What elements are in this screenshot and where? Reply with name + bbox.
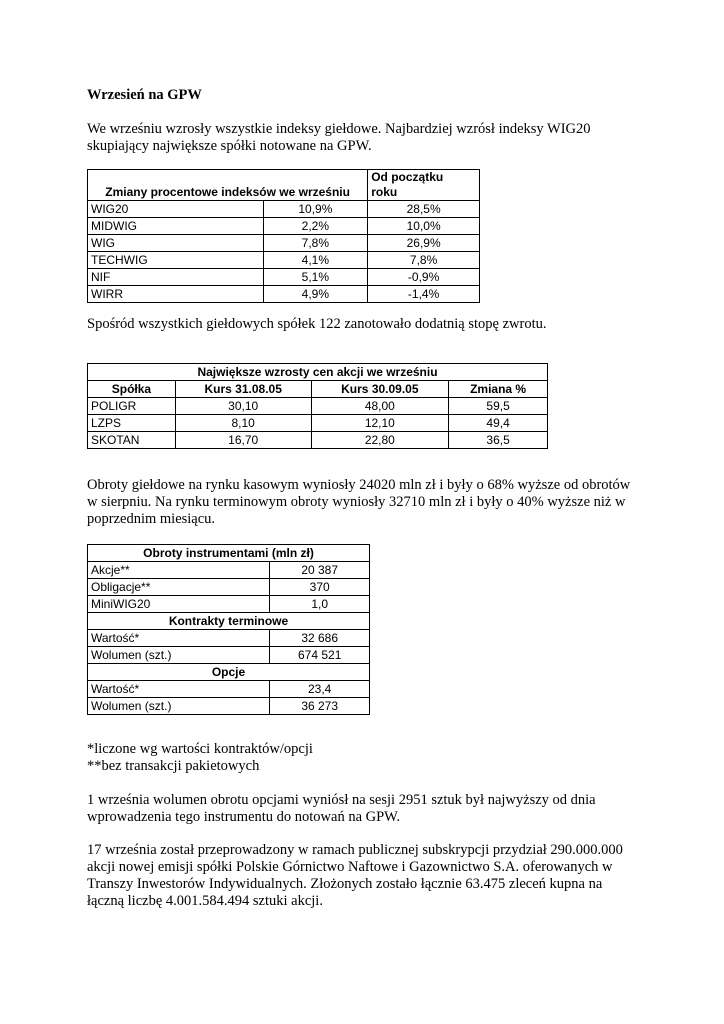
- instrument-value: 370: [270, 579, 370, 596]
- pgnig-line: Transzy Inwestorów Indywidualnych. Złożonych zostało łącznie 63.475 zleceń kupna na: [87, 876, 603, 892]
- options-paragraph: [87, 792, 647, 826]
- table-row: [88, 647, 370, 664]
- turnover-line: poprzednim miesiącu.: [87, 511, 216, 527]
- column-header: Kurs 30.09.05: [311, 381, 449, 398]
- instrument-label: Wolumen (szt.): [88, 647, 270, 664]
- index-change: 7,8%: [263, 235, 368, 252]
- index-name: WIRR: [88, 286, 264, 303]
- instrument-value: 20 387: [270, 562, 370, 579]
- turnover-line: w sierpniu. Na rynku terminowym obroty wyniosły 32710 mln zł i były o 40% wyższe niż w: [87, 494, 626, 510]
- index-change: 10,9%: [263, 201, 368, 218]
- index-name: NIF: [88, 269, 264, 286]
- table-row: [88, 286, 480, 303]
- index-name: MIDWIG: [88, 218, 264, 235]
- table-title-row: [88, 364, 548, 381]
- ytd-header-line: roku: [371, 185, 398, 199]
- table-row: [88, 398, 548, 415]
- index-name: WIG: [88, 235, 264, 252]
- price-change: 49,4: [449, 415, 548, 432]
- companies-sentence: Spośród wszystkich giełdowych spółek 122 zanotowało dodatnią stopę zwrotu.: [87, 316, 547, 332]
- pgnig-line: łączną liczbę 4.001.584.494 sztuki akcji.: [87, 893, 323, 909]
- index-change: 4,1%: [263, 252, 368, 269]
- table-header-row: [88, 170, 480, 201]
- intro-line: We wrześniu wzrosły wszystkie indeksy giełdowe. Najbardziej wzrósł indeksy WIG20: [87, 121, 591, 137]
- index-name: TECHWIG: [88, 252, 264, 269]
- company-name: SKOTAN: [88, 432, 176, 449]
- table-row: [88, 415, 548, 432]
- options-line: wprowadzenia tego instrumentu do notowań na GPW.: [87, 809, 401, 825]
- index-changes-table: [87, 169, 480, 303]
- pgnig-line: 17 września został przeprowadzony w ramach publicznej subskrypcji przydział 290.000.000: [87, 842, 623, 858]
- price-end: 12,10: [311, 415, 449, 432]
- turnover-paragraph: [87, 477, 647, 528]
- ytd-header-line: Od początku: [371, 170, 444, 184]
- index-ytd: -1,4%: [368, 286, 480, 303]
- footnote: *liczone wg wartości kontraktów/opcji: [87, 741, 313, 757]
- instrument-value: 23,4: [270, 681, 370, 698]
- company-name: LZPS: [88, 415, 176, 432]
- company-name: POLIGR: [88, 398, 176, 415]
- top-gainers-table: [87, 363, 548, 449]
- table-row: [88, 681, 370, 698]
- instrument-label: Akcje**: [88, 562, 270, 579]
- instrument-value: 32 686: [270, 630, 370, 647]
- column-header: Zmiana %: [449, 381, 548, 398]
- table-row: [88, 630, 370, 647]
- index-change: 4,9%: [263, 286, 368, 303]
- price-end: 22,80: [311, 432, 449, 449]
- section-header-row: [88, 613, 370, 630]
- index-change: 2,2%: [263, 218, 368, 235]
- price-start: 16,70: [175, 432, 311, 449]
- table-row: [88, 252, 480, 269]
- column-header: Spółka: [88, 381, 176, 398]
- section-header: Kontrakty terminowe: [88, 613, 370, 630]
- column-header: Kurs 31.08.05: [175, 381, 311, 398]
- instrument-label: Wolumen (szt.): [88, 698, 270, 715]
- instrument-label: Wartość*: [88, 681, 270, 698]
- pgnig-line: akcji nowej emisji spółki Polskie Górnictwo Naftowe i Gazownictwo S.A. oferowanych w: [87, 859, 613, 875]
- index-ytd: 10,0%: [368, 218, 480, 235]
- price-end: 48,00: [311, 398, 449, 415]
- price-change: 36,5: [449, 432, 548, 449]
- intro-paragraph: [87, 121, 647, 155]
- column-header-changes: Zmiany procentowe indeksów we wrześniu: [88, 170, 368, 201]
- section-header: Obroty instrumentami (mln zł): [88, 545, 370, 562]
- instrument-value: 1,0: [270, 596, 370, 613]
- index-change: 5,1%: [263, 269, 368, 286]
- table-row: [88, 432, 548, 449]
- price-start: 30,10: [175, 398, 311, 415]
- options-line: 1 września wolumen obrotu opcjami wyniósł na sesji 2951 sztuk był najwyższy od dnia: [87, 792, 596, 808]
- table-title: Największe wzrosty cen akcji we wrześniu: [88, 364, 548, 381]
- table-row: [88, 579, 370, 596]
- index-ytd: 26,9%: [368, 235, 480, 252]
- price-start: 8,10: [175, 415, 311, 432]
- page-title: Wrzesień na GPW: [87, 87, 202, 103]
- column-header-ytd: [368, 170, 480, 201]
- table-row: [88, 235, 480, 252]
- instrument-turnover-table: [87, 544, 370, 715]
- instrument-value: 674 521: [270, 647, 370, 664]
- footnotes: [87, 741, 647, 775]
- table-row: [88, 269, 480, 286]
- table-row: [88, 596, 370, 613]
- index-name: WIG20: [88, 201, 264, 218]
- section-header: Opcje: [88, 664, 370, 681]
- intro-line: skupiający największe spółki notowane na GPW.: [87, 138, 372, 154]
- table-row: [88, 562, 370, 579]
- instrument-value: 36 273: [270, 698, 370, 715]
- table-row: [88, 698, 370, 715]
- section-header-row: [88, 664, 370, 681]
- pgnig-paragraph: [87, 842, 647, 910]
- instrument-label: Wartość*: [88, 630, 270, 647]
- index-ytd: 28,5%: [368, 201, 480, 218]
- table-header-row: [88, 381, 548, 398]
- table-row: [88, 218, 480, 235]
- footnote: **bez transakcji pakietowych: [87, 758, 260, 774]
- instrument-label: Obligacje**: [88, 579, 270, 596]
- index-ytd: 7,8%: [368, 252, 480, 269]
- instrument-label: MiniWIG20: [88, 596, 270, 613]
- index-ytd: -0,9%: [368, 269, 480, 286]
- turnover-line: Obroty giełdowe na rynku kasowym wyniosły 24020 mln zł i były o 68% wyższe od obrotów: [87, 477, 631, 493]
- section-header-row: [88, 545, 370, 562]
- price-change: 59,5: [449, 398, 548, 415]
- table-row: [88, 201, 480, 218]
